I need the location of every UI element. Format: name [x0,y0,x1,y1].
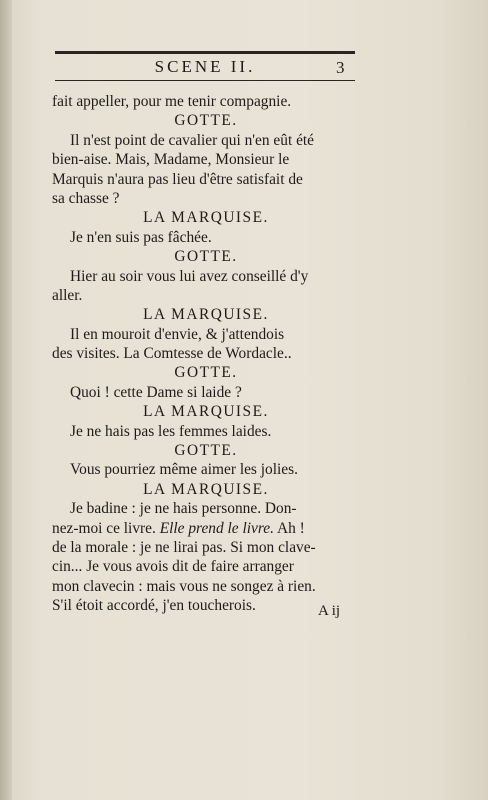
stage-direction: Elle prend le livre. [159,519,274,537]
text-segment: Ah ! [273,519,305,537]
text-line: Hier au soir vous lui avez conseillé d'y [70,267,309,285]
text-line: sa chasse ? [52,189,120,207]
text-line: des visites. La Comtesse de Wordacle.. [52,345,292,363]
page-number: 3 [336,58,345,77]
speaker-name: GOTTE. [174,442,238,460]
text-line: Il n'est point de cavalier qui n'en eût été [70,131,315,149]
text-line: Je ne hais pas les femmes laides. [70,422,272,440]
text-line: S'il étoit accordé, j'en toucherois. [52,597,256,615]
text-line: Vous pourriez même aimer les jolies. [70,461,298,479]
text-line: cin... Je vous avois dit de faire arranger [52,558,294,576]
text-line: mon clavecin : mais vous ne songez à rien. [52,577,316,595]
page-gutter-shadow [0,0,12,800]
speaker-name: GOTTE. [174,112,238,130]
text-line: aller. [52,286,83,304]
speaker-name: GOTTE. [174,248,238,266]
running-header-title: SCENE II. [154,57,256,76]
text-segment: nez-moi ce livre. [52,519,156,537]
speaker-name: GOTTE. [174,364,238,382]
speaker-name: LA MARQUISE. [143,306,269,324]
speaker-name: LA MARQUISE. [143,209,269,227]
text-line: Marquis n'aura pas lieu d'être satisfait de [52,170,303,188]
text-line [52,519,360,538]
text-line: bien-aise. Mais, Madame, Monsieur le [52,151,290,169]
speaker-name: LA MARQUISE. [143,403,269,421]
header-rule-top [55,51,355,54]
text-line: de la morale : je ne lirai pas. Si mon clave- [52,538,316,556]
text-line: Je badine : je ne hais personne. Don- [70,500,297,518]
text-line: fait appeller, pour me tenir compagnie. [52,93,292,110]
header-rule-bottom [55,80,355,81]
body-text [52,92,360,616]
text-line: Il en mouroit d'envie, & j'attendois [70,325,285,343]
catchword-signature: A ij [318,603,341,619]
text-line: Je n'en suis pas fâchée. [70,228,212,246]
text-line: Quoi ! cette Dame si laide ? [70,383,242,401]
speaker-name: LA MARQUISE. [143,480,269,498]
